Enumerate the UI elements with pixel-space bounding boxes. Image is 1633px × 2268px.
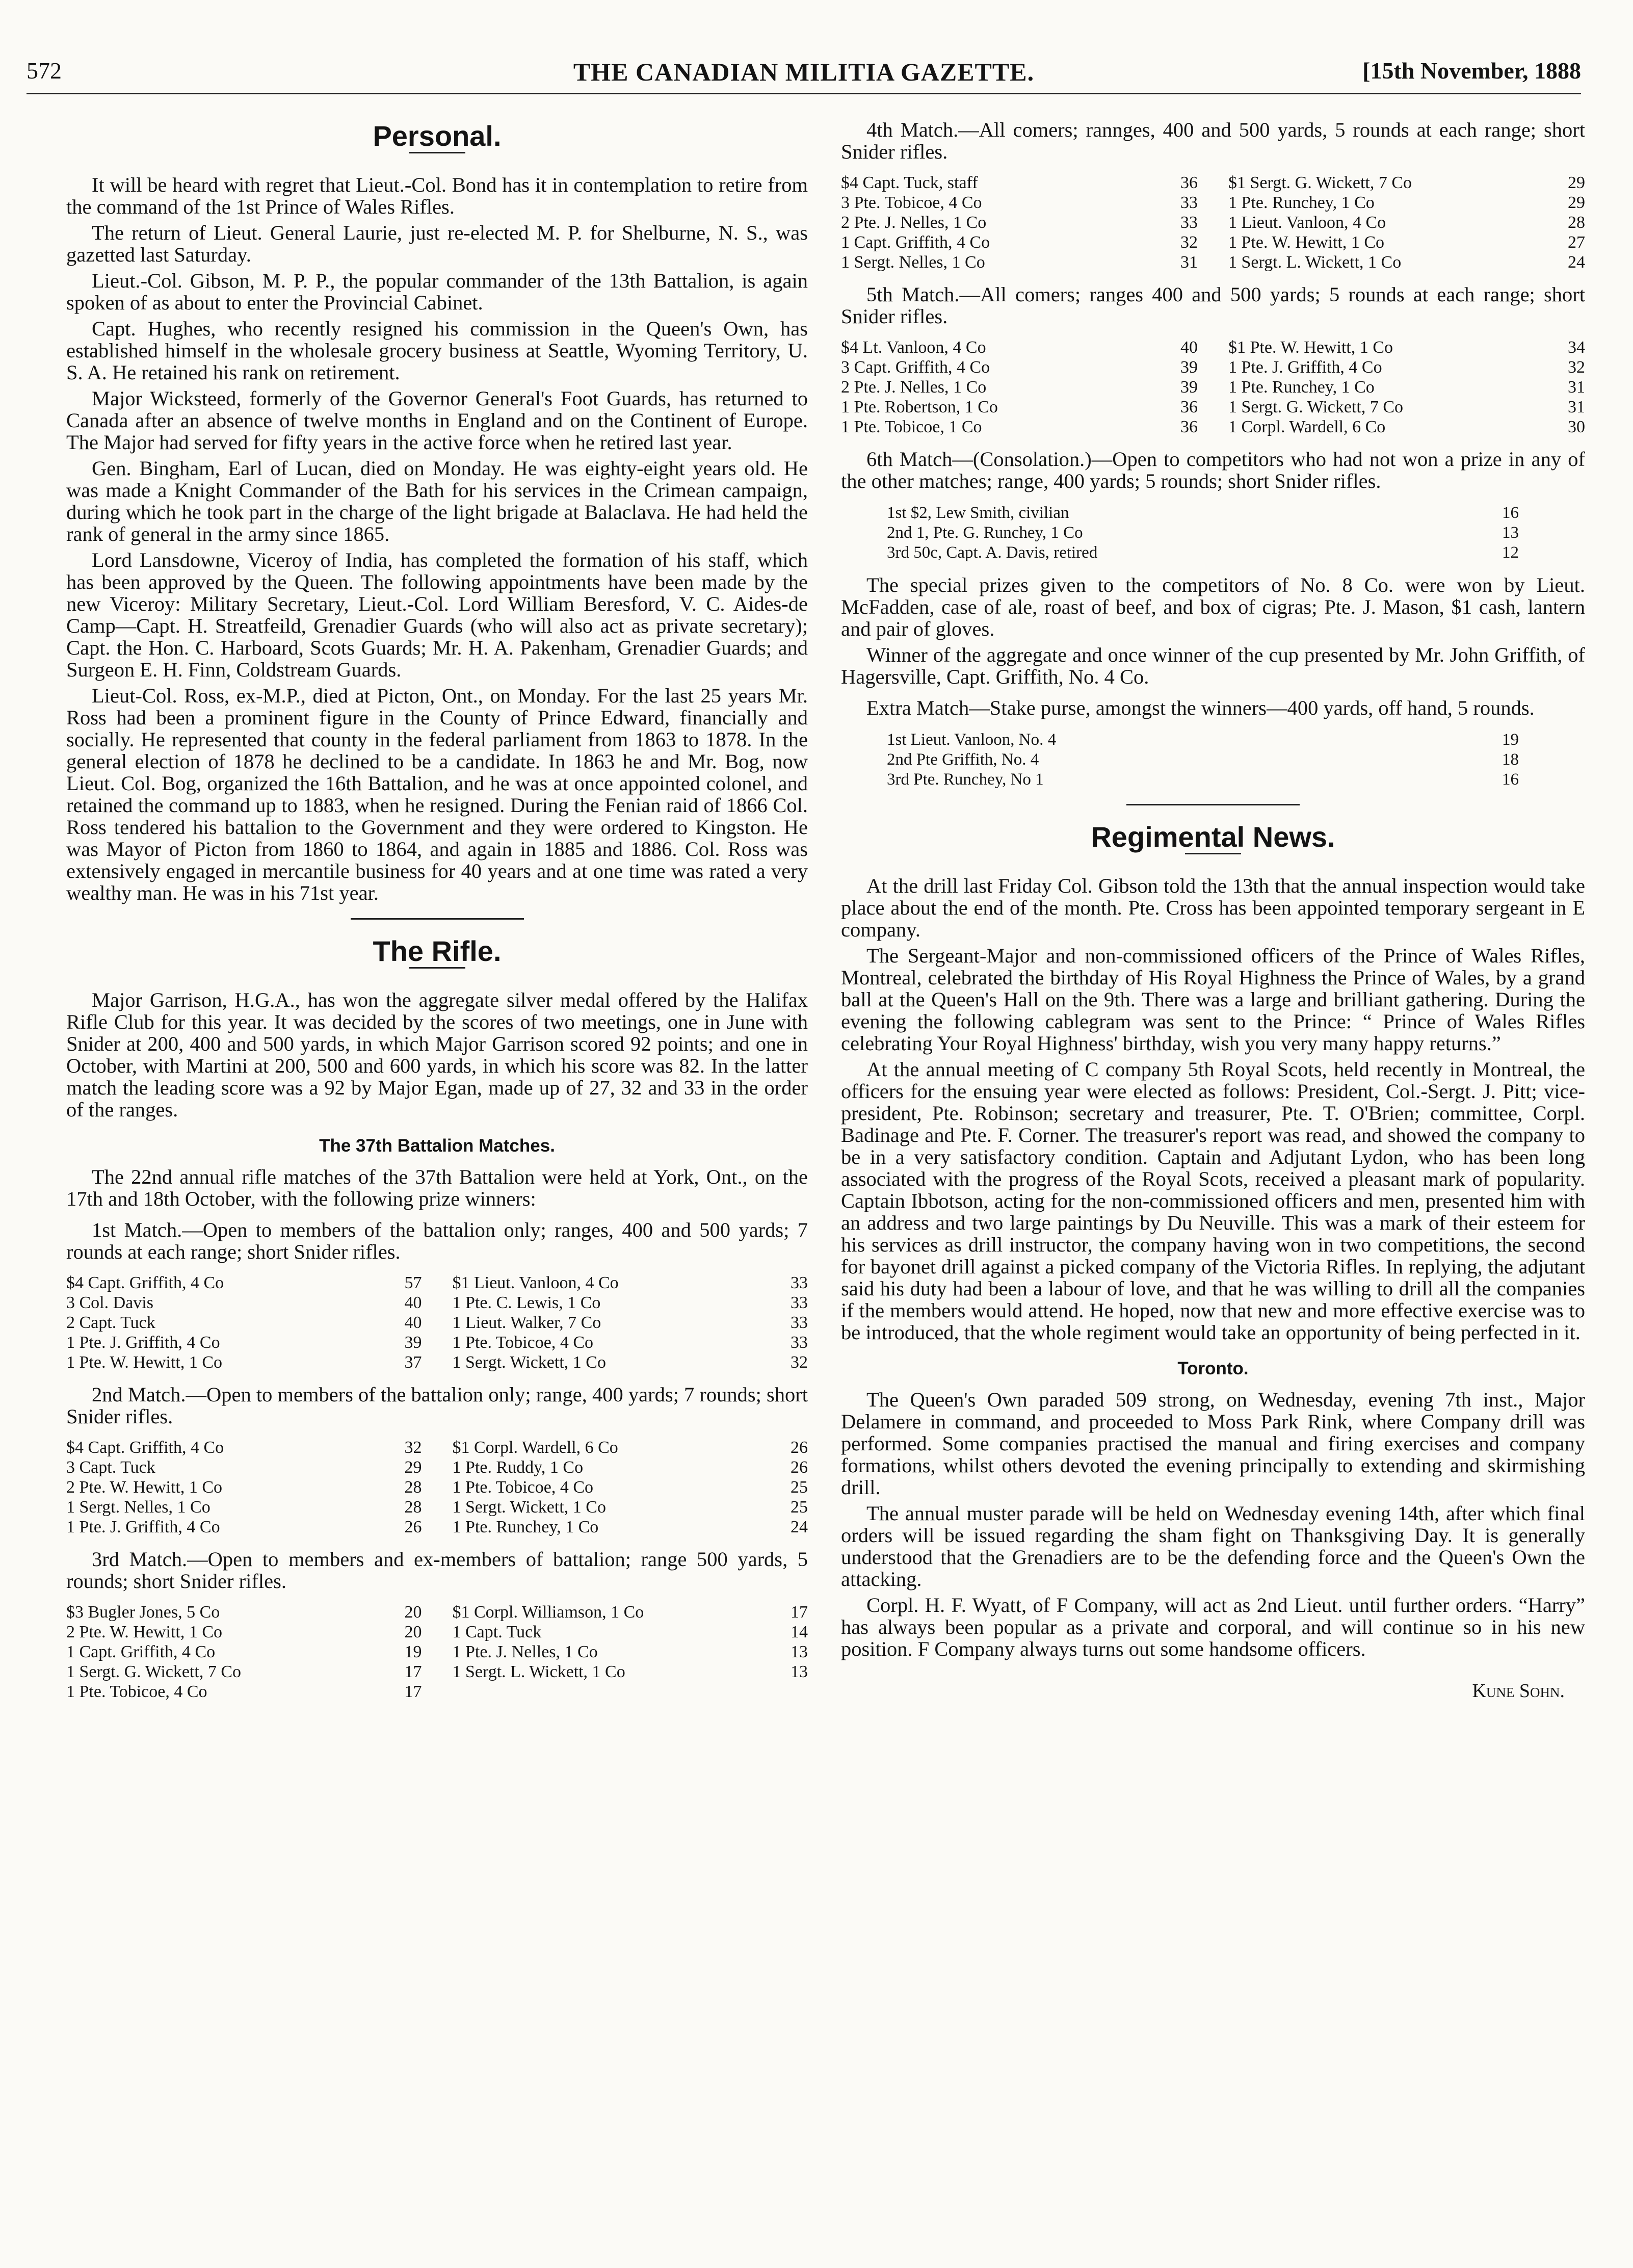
extra-match-description: Extra Match—Stake purse, amongst the winners—400 yards, off hand, 5 rounds. (866, 696, 1535, 719)
section-divider (1126, 804, 1300, 805)
heading-rule (1185, 853, 1241, 854)
competitor-name: 1 Pte. Tobicoe, 1 Co (841, 418, 982, 436)
score: 14 (791, 1623, 808, 1641)
score: 36 (1180, 173, 1198, 192)
match-description: 4th Match.—All comers; rannges, 400 and 500 yards, 5 rounds at each range; short Snider rifles. (841, 118, 1585, 163)
competitor-name: 1 Pte. W. Hewitt, 1 Co (1228, 233, 1385, 252)
competitor-name: 2nd Pte Griffith, No. 4 (887, 750, 1039, 769)
extra-match-results (887, 730, 1519, 790)
result-row (66, 1477, 422, 1497)
competitor-name: $4 Capt. Tuck, staff (841, 173, 978, 192)
result-row (66, 1438, 422, 1457)
competitor-name: 1 Sergt. Wickett, 1 Co (452, 1498, 606, 1517)
section-divider (351, 918, 524, 920)
competitor-name: $3 Bugler Jones, 5 Co (66, 1603, 220, 1622)
match-description: 1st Match.—Open to members of the battalion only; ranges, 400 and 500 yards; 7 rounds at each range; short Snider rifles. (66, 1218, 808, 1263)
right-column (841, 110, 1585, 1702)
result-row (66, 1497, 422, 1517)
competitor-name: 2 Pte. J. Nelles, 1 Co (841, 213, 987, 232)
personal-section (66, 174, 808, 904)
match-description: 2nd Match.—Open to members of the battalion only; range, 400 yards; 7 rounds; short Snider rifles. (66, 1383, 808, 1428)
result-row (66, 1602, 422, 1622)
score: 39 (1180, 378, 1198, 397)
result-row (453, 1438, 808, 1457)
match-results-table (841, 337, 1585, 437)
toronto-paragraph: The Queen's Own paraded 509 strong, on Wednesday, evening 7th inst., Major Delamere in command, and proceeded to Moss Park Rink, where Company drill was performed. Some companies practised the manual and firing exercises and company formations, whilst others devoted the evening principally to extending and skirmishing drill. (841, 1388, 1585, 1499)
publication-title: THE CANADIAN MILITIA GAZETTE. (573, 58, 1035, 86)
result-row (887, 503, 1519, 523)
result-row (1228, 397, 1585, 417)
competitor-name: 1 Pte. W. Hewitt, 1 Co (66, 1353, 223, 1372)
score: 40 (1180, 338, 1198, 357)
competitor-name: 1 Lieut. Walker, 7 Co (452, 1313, 601, 1332)
competitor-name: 1 Pte. Tobicoe, 4 Co (452, 1333, 594, 1352)
left-column (66, 110, 808, 1713)
score: 19 (1502, 731, 1519, 749)
toronto-section (841, 1389, 1585, 1660)
page-header (27, 57, 1581, 94)
score: 16 (1502, 770, 1519, 789)
competitor-name: 2nd 1, Pte. G. Runchey, 1 Co (887, 524, 1083, 542)
results-column-right (453, 1438, 808, 1537)
score: 33 (791, 1313, 808, 1332)
result-row (453, 1273, 808, 1293)
score: 20 (404, 1623, 422, 1641)
score: 31 (1568, 398, 1585, 416)
competitor-name: $4 Capt. Griffith, 4 Co (66, 1273, 224, 1292)
result-row (841, 252, 1198, 272)
competitor-name: 3rd 50c, Capt. A. Davis, retired (887, 543, 1098, 562)
competitor-name: $4 Capt. Griffith, 4 Co (66, 1438, 224, 1457)
competitor-name: 1 Lieut. Vanloon, 4 Co (1228, 213, 1386, 232)
results-column-right (453, 1273, 808, 1372)
match-results-table (841, 173, 1585, 272)
match-results-table (66, 1602, 808, 1702)
competitor-name: 1 Corpl. Wardell, 6 Co (1228, 418, 1386, 436)
competitor-name: 3 Pte. Tobicoe, 4 Co (841, 193, 982, 212)
results-column-right (1228, 337, 1585, 437)
personal-heading: Personal. (373, 120, 502, 152)
result-row (66, 1662, 422, 1682)
signature: Kune Sohn. (1472, 1680, 1565, 1702)
score: 32 (1568, 358, 1585, 377)
competitor-name: 1 Sergt. L. Wickett, 1 Co (452, 1662, 625, 1681)
results-column-left (66, 1438, 422, 1537)
result-row (841, 357, 1198, 377)
result-row (1228, 357, 1585, 377)
page-number: 572 (27, 58, 62, 84)
result-row (453, 1622, 808, 1642)
competitor-name: $1 Sergt. G. Wickett, 7 Co (1228, 173, 1412, 192)
result-row (453, 1293, 808, 1313)
score: 28 (1568, 213, 1585, 232)
result-row (1228, 377, 1585, 397)
result-row (887, 770, 1519, 790)
competitor-name: 1 Sergt. Nelles, 1 Co (66, 1498, 210, 1517)
competitor-name: 1 Pte. J. Griffith, 4 Co (66, 1518, 220, 1536)
results-column-right (453, 1602, 808, 1702)
competitor-name: $1 Pte. W. Hewitt, 1 Co (1228, 338, 1393, 357)
result-row (1228, 173, 1585, 193)
personal-paragraph: Lord Lansdowne, Viceroy of India, has completed the formation of his staff, which has been approved by the Queen. The following appointments have been made by the new Viceroy: Military Secretary, Lieut.-Col. Lord William Beresford, V. C. Aides-de Camp—Capt. H. Streatfeild, Grenadier Guards (who will also act as private secretary); Capt. the Hon. C. Harboard, Scots Guards; Mr. H. A. Pakenham, Grenadier Guards; and Surgeon E. H. Finn, Coldstream Guards. (66, 549, 808, 681)
score: 32 (404, 1438, 422, 1457)
result-row (66, 1333, 422, 1352)
result-row (887, 523, 1519, 543)
personal-paragraph: Major Wicksteed, formerly of the Governor General's Foot Guards, has returned to Canada after an absence of twelve months in England and on the Continent of Europe. The Major had served for fifty years in the active force when he retired last year. (66, 387, 808, 454)
battalion-matches-subheading: The 37th Battalion Matches. (319, 1136, 555, 1156)
heading-rule (409, 967, 465, 969)
competitor-name: 1 Pte. J. Griffith, 4 Co (1228, 358, 1382, 377)
score: 36 (1180, 398, 1198, 416)
competitor-name: 1st Lieut. Vanloon, No. 4 (887, 731, 1057, 749)
result-row (841, 377, 1198, 397)
competitor-name: 1 Sergt. Nelles, 1 Co (841, 253, 985, 272)
competitor-name: $1 Corpl. Wardell, 6 Co (452, 1438, 618, 1457)
competitor-name: 2 Pte. J. Nelles, 1 Co (841, 378, 987, 397)
score: 24 (791, 1518, 808, 1536)
regimental-section (841, 875, 1585, 1343)
score: 17 (404, 1682, 422, 1701)
result-row (887, 730, 1519, 750)
score: 32 (1180, 233, 1198, 252)
score: 13 (791, 1662, 808, 1681)
competitor-name: 1 Pte. Ruddy, 1 Co (452, 1458, 584, 1477)
score: 33 (791, 1333, 808, 1352)
rifle-heading: The Rifle. (373, 935, 502, 967)
competitor-name: 1 Pte. J. Griffith, 4 Co (66, 1333, 220, 1352)
heading-rule (409, 152, 465, 153)
result-row (66, 1642, 422, 1662)
competitor-name: 1 Sergt. G. Wickett, 7 Co (1228, 398, 1404, 416)
competitor-name: 1 Pte. Runchey, 1 Co (1228, 378, 1375, 397)
competitor-name: 2 Pte. W. Hewitt, 1 Co (66, 1623, 223, 1641)
result-row (453, 1477, 808, 1497)
score: 33 (1180, 213, 1198, 232)
result-row (887, 750, 1519, 770)
result-row (1228, 252, 1585, 272)
score: 27 (1568, 233, 1585, 252)
competitor-name: 1 Pte. Tobicoe, 4 Co (452, 1478, 594, 1497)
result-row (841, 193, 1198, 213)
score: 25 (791, 1478, 808, 1497)
score: 29 (1568, 193, 1585, 212)
result-row (66, 1313, 422, 1333)
score: 39 (404, 1333, 422, 1352)
match-results-table (66, 1273, 808, 1372)
result-row (66, 1273, 422, 1293)
results-column-left (66, 1602, 422, 1702)
personal-paragraph: Capt. Hughes, who recently resigned his commission in the Queen's Own, has established himself in the wholesale grocery business at Seattle, Wyoming Territory, U. S. A. He retained his rank on retirement. (66, 317, 808, 384)
match-results-table (66, 1438, 808, 1537)
matches-intro: The 22nd annual rifle matches of the 37th Battalion were held at York, Ont., on the 17th and 18th October, with the following prize winners: (66, 1165, 808, 1210)
score: 26 (791, 1458, 808, 1477)
result-row (1228, 193, 1585, 213)
score: 31 (1568, 378, 1585, 397)
competitor-name: 3 Capt. Tuck (66, 1458, 155, 1477)
match-description: 5th Match.—All comers; ranges 400 and 500 yards; 5 rounds at each range; short Snider rifles. (841, 283, 1585, 328)
score: 36 (1180, 418, 1198, 436)
competitor-name: 1 Pte. Tobicoe, 4 Co (66, 1682, 207, 1701)
competitor-name: 1 Capt. Griffith, 4 Co (66, 1643, 216, 1661)
competitor-name: 3 Capt. Griffith, 4 Co (841, 358, 990, 377)
score: 16 (1502, 504, 1519, 522)
match-description: 3rd Match.—Open to members and ex-members of battalion; range 500 yards, 5 rounds; short Snider rifles. (66, 1548, 808, 1593)
score: 31 (1180, 253, 1198, 272)
regimental-heading: Regimental News. (1091, 821, 1335, 853)
result-row (453, 1517, 808, 1537)
result-row (1228, 417, 1585, 437)
score: 26 (404, 1518, 422, 1536)
score: 34 (1568, 338, 1585, 357)
result-row (1228, 337, 1585, 357)
score: 17 (791, 1603, 808, 1622)
competitor-name: 3rd Pte. Runchey, No 1 (887, 770, 1044, 789)
competitor-name: 1 Pte. Robertson, 1 Co (841, 398, 998, 416)
competitor-name: 1 Capt. Griffith, 4 Co (841, 233, 990, 252)
regimental-paragraph: At the annual meeting of C company 5th Royal Scots, held recently in Montreal, the officers for the ensuing year were elected as follows: President, Col.-Sergt. J. Pitt; vice-president, Pte. Robinson; secretary and treasurer, Pte. T. O'Brien; committee, Corpl. Badinage and Pte. F. Corner. The treasurer's report was read, and showed the company to be in a very satisfactory condition. Captain and Adjutant Lydon, who has been long associated with the progress of the Royal Scots, received a pleasant mark of popularity. Captain Ibbotson, acting for the non-commissioned officers and men, presented him with an address and two large paintings by Du Neuville. This was a mark of their esteem for his services as drill instructor, the company having won in two competitions, the second for bayonet drill against a picked company of the Victoria Rifles. In replying, the adjutant said his duty had been a labour of love, and that he was willing to drill all the companies if the members would attend. He hoped, now that new and more effective exercise was to be introduced, that the whole regiment would take an opportunity of being perfected in it. (841, 1058, 1585, 1344)
result-row (453, 1497, 808, 1517)
match-6-description: 6th Match—(Consolation.)—Open to competitors who had not won a prize in any of the other matches; range, 400 yards; 5 rounds; short Snider rifles. (841, 448, 1585, 492)
score: 39 (1180, 358, 1198, 377)
score: 18 (1502, 750, 1519, 769)
score: 33 (791, 1273, 808, 1292)
score: 29 (404, 1458, 422, 1477)
competitor-name: $1 Corpl. Williamson, 1 Co (452, 1603, 644, 1622)
score: 37 (404, 1353, 422, 1372)
regimental-paragraph: The Sergeant-Major and non-commissioned officers of the Prince of Wales Rifles, Montreal, celebrated the birthday of His Royal Highness the Prince of Wales, by a grand ball at the Queen's Hall on the 9th. There was a large and brilliant gathering. During the evening the following cablegram was sent to the Prince: “ Prince of Wales Rifles celebrating Your Royal Highness' birthday, wish you very many happy returns.” (841, 944, 1585, 1055)
special-prizes (841, 574, 1585, 688)
result-row (841, 337, 1198, 357)
competitor-name: $1 Lieut. Vanloon, 4 Co (452, 1273, 619, 1292)
competitor-name: 1 Pte. J. Nelles, 1 Co (452, 1643, 598, 1661)
competitor-name: 2 Pte. W. Hewitt, 1 Co (66, 1478, 223, 1497)
toronto-paragraph: Corpl. H. F. Wyatt, of F Company, will act as 2nd Lieut. until further orders. “Harry” has always been popular as a private and corporal, and will continue so in his new position. F Company always turns out some handsome officers. (841, 1594, 1585, 1660)
score: 57 (404, 1273, 422, 1292)
result-row (453, 1457, 808, 1477)
result-row (841, 397, 1198, 417)
score: 29 (1568, 173, 1585, 192)
results-column-left (841, 173, 1198, 272)
result-row (453, 1313, 808, 1333)
result-row (1228, 213, 1585, 232)
competitor-name: 1 Sergt. G. Wickett, 7 Co (66, 1662, 242, 1681)
score: 24 (1568, 253, 1585, 272)
match-6-results (887, 503, 1519, 563)
results-column-left (841, 337, 1198, 437)
score: 20 (404, 1603, 422, 1622)
toronto-subheading: Toronto. (1177, 1359, 1249, 1378)
result-row (66, 1457, 422, 1477)
competitor-name: 1 Sergt. Wickett, 1 Co (452, 1353, 606, 1372)
result-row (841, 213, 1198, 232)
score: 13 (1502, 524, 1519, 542)
result-row (453, 1333, 808, 1352)
result-row (66, 1682, 422, 1702)
result-row (66, 1352, 422, 1372)
matches-list (66, 1219, 808, 1702)
score: 25 (791, 1498, 808, 1517)
toronto-paragraph: The annual muster parade will be held on Wednesday evening 14th, after which final orders will be issued regarding the sham fight on Thanksgiving Day. It is generally understood that the Grenadiers are to be the defending force and the Queen's Own the attacking. (841, 1502, 1585, 1591)
result-row (841, 232, 1198, 252)
result-row (66, 1293, 422, 1313)
result-row (841, 417, 1198, 437)
score: 30 (1568, 418, 1585, 436)
score: 13 (791, 1643, 808, 1661)
result-row (453, 1642, 808, 1662)
personal-paragraph: The return of Lieut. General Laurie, just re-elected M. P. for Shelburne, N. S., was gazetted last Saturday. (66, 221, 808, 266)
competitor-name: 2 Capt. Tuck (66, 1313, 155, 1332)
competitor-name: 3 Col. Davis (66, 1293, 153, 1312)
result-row (841, 173, 1198, 193)
result-row (887, 543, 1519, 563)
matches-list-continued (841, 119, 1585, 437)
competitor-name: 1 Pte. Runchey, 1 Co (452, 1518, 599, 1536)
score: 40 (404, 1313, 422, 1332)
results-column-left (66, 1273, 422, 1372)
competitor-name: 1 Pte. Runchey, 1 Co (1228, 193, 1375, 212)
result-row (453, 1662, 808, 1682)
competitor-name: 1st $2, Lew Smith, civilian (887, 504, 1069, 522)
score: 28 (404, 1498, 422, 1517)
score: 33 (1180, 193, 1198, 212)
results-column-right (1228, 173, 1585, 272)
personal-paragraph: Gen. Bingham, Earl of Lucan, died on Monday. He was eighty-eight years old. He was made a Knight Commander of the Bath for his services in the Crimean campaign, during which he took part in the charge of the light brigade at Balaclava. He had held the rank of general in the army since 1865. (66, 457, 808, 545)
result-row (453, 1602, 808, 1622)
result-row (1228, 232, 1585, 252)
issue-date: [15th November, 1888 (1362, 58, 1581, 84)
rifle-paragraph: Winner of the aggregate and once winner of the cup presented by Mr. John Griffith, of Hagersville, Capt. Griffith, No. 4 Co. (841, 643, 1585, 688)
competitor-name: 1 Pte. C. Lewis, 1 Co (452, 1293, 601, 1312)
score: 17 (404, 1662, 422, 1681)
score: 28 (404, 1478, 422, 1497)
result-row (66, 1517, 422, 1537)
score: 33 (791, 1293, 808, 1312)
personal-paragraph: It will be heard with regret that Lieut.-Col. Bond has it in contemplation to retire from the command of the 1st Prince of Wales Rifles. (66, 173, 808, 218)
competitor-name: $4 Lt. Vanloon, 4 Co (841, 338, 986, 357)
score: 32 (791, 1353, 808, 1372)
result-row (453, 1352, 808, 1372)
rifle-intro: Major Garrison, H.G.A., has won the aggregate silver medal offered by the Halifax Rifle Club for this year. It was decided by the scores of two meetings, one in June with Snider at 200, 400 and 500 yards, in which Major Garrison scored 92 points; and one in October, with Martini at 200, 500 and 600 yards, in which his score was 82. In the latter match the leading score was a 92 by Major Egan, made up of 27, 32 and 33 in the order of the ranges. (66, 988, 808, 1121)
result-row (66, 1622, 422, 1642)
score: 26 (791, 1438, 808, 1457)
score: 40 (404, 1293, 422, 1312)
competitor-name: 1 Capt. Tuck (452, 1623, 542, 1641)
score: 12 (1502, 543, 1519, 562)
rifle-paragraph: The special prizes given to the competitors of No. 8 Co. were won by Lieut. McFadden, case of ale, roast of beef, and box of cigras; Pte. J. Mason, $1 cash, lantern and pair of gloves. (841, 573, 1585, 640)
competitor-name: 1 Sergt. L. Wickett, 1 Co (1228, 253, 1402, 272)
personal-paragraph: Lieut-Col. Ross, ex-M.P., died at Picton, Ont., on Monday. For the last 25 years Mr. Ross had been a prominent figure in the County of Prince Edward, financially and socially. He represented that county in the federal parliament from 1863 to 1878. In the general election of 1878 he declined to be a candidate. In 1863 he and Mr. Bog, now Lieut. Col. Bog, organized the 16th Battalion, and he was at once appointed colonel, and retained the command up to 1883, when he resigned. During the Fenian raid of 1866 Col. Ross tendered his battalion to the Government and they were ordered to Kingston. He was Mayor of Picton from 1860 to 1864, and again in 1885 and 1886. Col. Ross was extensively engaged in mercantile business for 40 years and at one time was rated a very wealthy man. He was in his 71st year. (66, 684, 808, 904)
personal-paragraph: Lieut.-Col. Gibson, M. P. P., the popular commander of the 13th Battalion, is again spoken of as about to enter the Provincial Cabinet. (66, 269, 808, 314)
regimental-paragraph: At the drill last Friday Col. Gibson told the 13th that the annual inspection would take place about the end of the month. Pte. Cross has been appointed temporary sergeant in E company. (841, 874, 1585, 941)
score: 19 (404, 1643, 422, 1661)
